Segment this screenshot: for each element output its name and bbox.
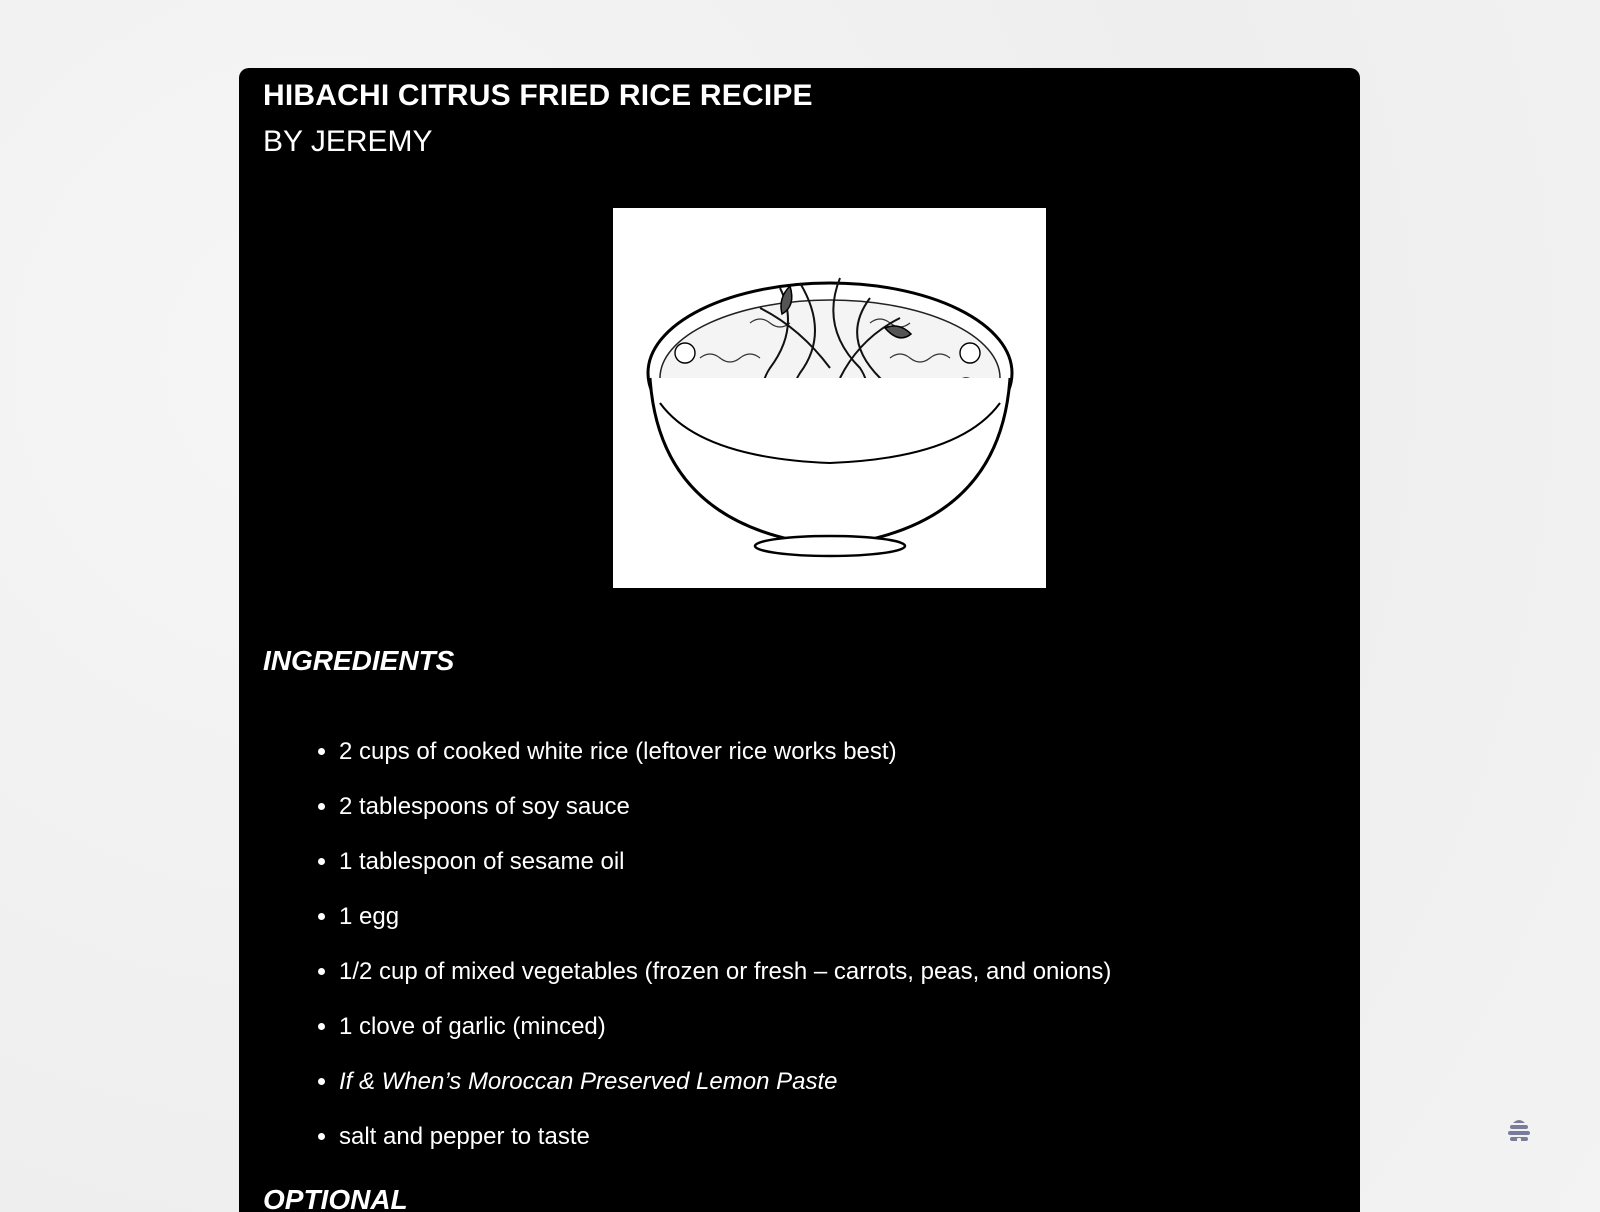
ingredients-list [263,736,1336,1153]
list-item: • 1 tablespoon of sesame oil [339,846,1336,878]
list-item: • 2 tablespoons of soy sauce [339,791,1336,823]
recipe-title: HIBACHI CITRUS FRIED RICE RECIPE [263,79,813,112]
fried-rice-bowl-illustration [640,228,1020,568]
list-item: • If & When’s Moroccan Preserved Lemon Paste [339,1066,1336,1098]
recipe-card [239,68,1360,1212]
list-item: • 2 cups of cooked white rice (leftover rice works best) [339,736,1336,768]
beehive-icon-graphic [1504,1117,1534,1147]
recipe-byline: BY JEREMY [263,125,433,158]
list-item: • salt and pepper to taste [339,1121,1336,1153]
optional-heading: OPTIONAL [263,1184,408,1212]
ingredients-heading: INGREDIENTS [263,645,455,676]
recipe-image [613,208,1046,588]
list-item: • 1 egg [339,901,1336,933]
list-item: • 1 clove of garlic (minced) [339,1011,1336,1043]
list-item: • 1/2 cup of mixed vegetables (frozen or fresh – carrots, peas, and onions) [339,956,1336,988]
beehive-icon[interactable] [1504,1117,1534,1147]
